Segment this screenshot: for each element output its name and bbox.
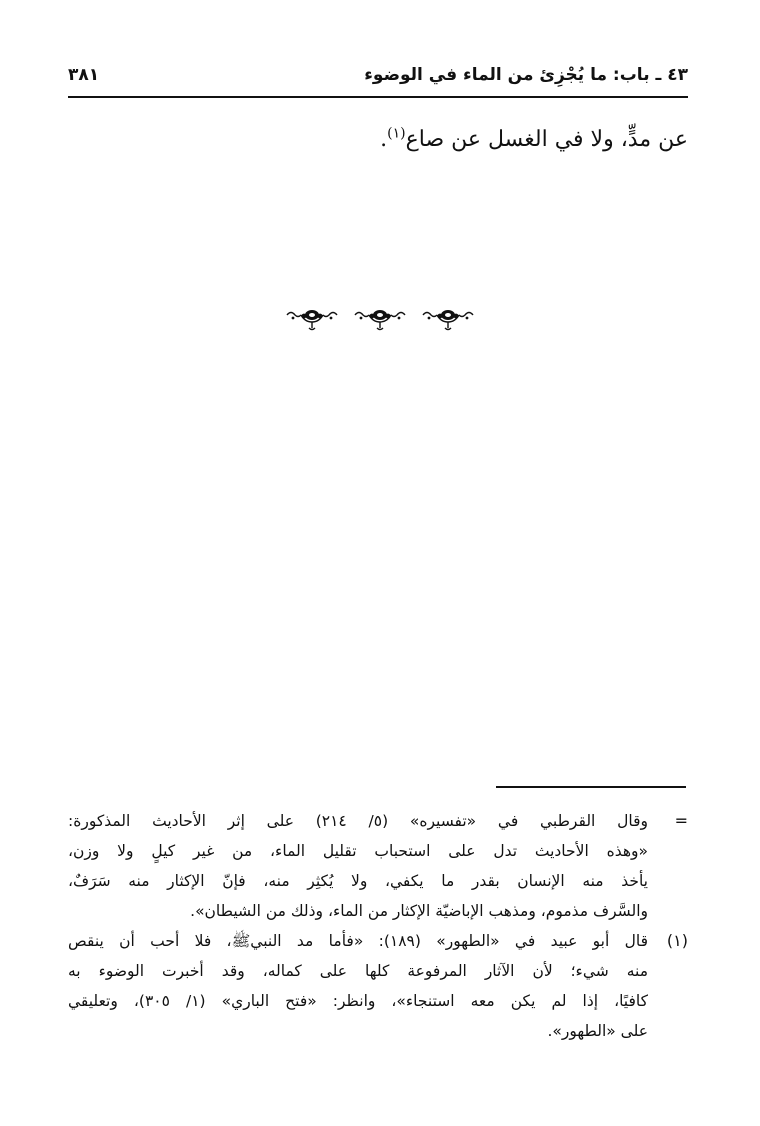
footnote-marker: = (674, 811, 688, 830)
chapter-title: ٤٣ ـ باب: ما يُجْزِئ من الماء في الوضوء (364, 65, 688, 85)
header-divider (68, 96, 688, 98)
footnote-line: يأخذ منه الإنسان بقدر ما يكفي، ولا يُكثِر منه، فإنّ الإكثار منه سَرَفٌ، (68, 872, 648, 890)
footnote-continuation (68, 806, 688, 926)
main-text-content: عن مدٍّ، ولا في الغسل عن صاع (405, 127, 688, 152)
page-number: ٣٨١ (68, 65, 100, 85)
footnote-line: منه شيء؛ لأن الآثار المرفوعة كلها على كماله، وقد أخبرت الوضوء به (68, 962, 648, 980)
floral-ornament-icon (421, 306, 475, 332)
footnote-line: كافيًا، إذا لم يكن معه استنجاء»، وانظر: «فتح الباري» (١/ ٣٠٥)، وتعليقي (68, 992, 648, 1010)
running-header (68, 62, 688, 96)
footnote-1 (68, 926, 688, 1046)
main-text-end: . (380, 127, 388, 152)
footnote-marker: (١) (666, 931, 688, 950)
main-text (68, 118, 688, 162)
footnote-reference: (١) (387, 125, 406, 142)
footnote-line: «وهذه الأحاديث تدل على استحباب تقليل الماء، من غير كيلٍ ولا وزن، (68, 842, 648, 860)
footnote-line: والسَّرف مذموم، ومذهب الإباضيّة الإكثار من الماء، وذلك من الشيطان». (190, 902, 648, 920)
footnote-line: وقال القرطبي في «تفسيره» (٥/ ٢١٤) على إثر الأحاديث المذكورة: (68, 812, 648, 830)
floral-ornament-icon (285, 306, 339, 332)
footnote-line: قال أبو عبيد في «الطهور» (١٨٩): «فأما مد النبيﷺ، فلا أحب أن ينقص (68, 932, 648, 950)
footnote-line: على «الطهور». (547, 1022, 648, 1040)
section-ornament (0, 306, 760, 340)
footnote-divider (496, 786, 686, 788)
footnotes (68, 806, 688, 1046)
floral-ornament-icon (353, 306, 407, 332)
